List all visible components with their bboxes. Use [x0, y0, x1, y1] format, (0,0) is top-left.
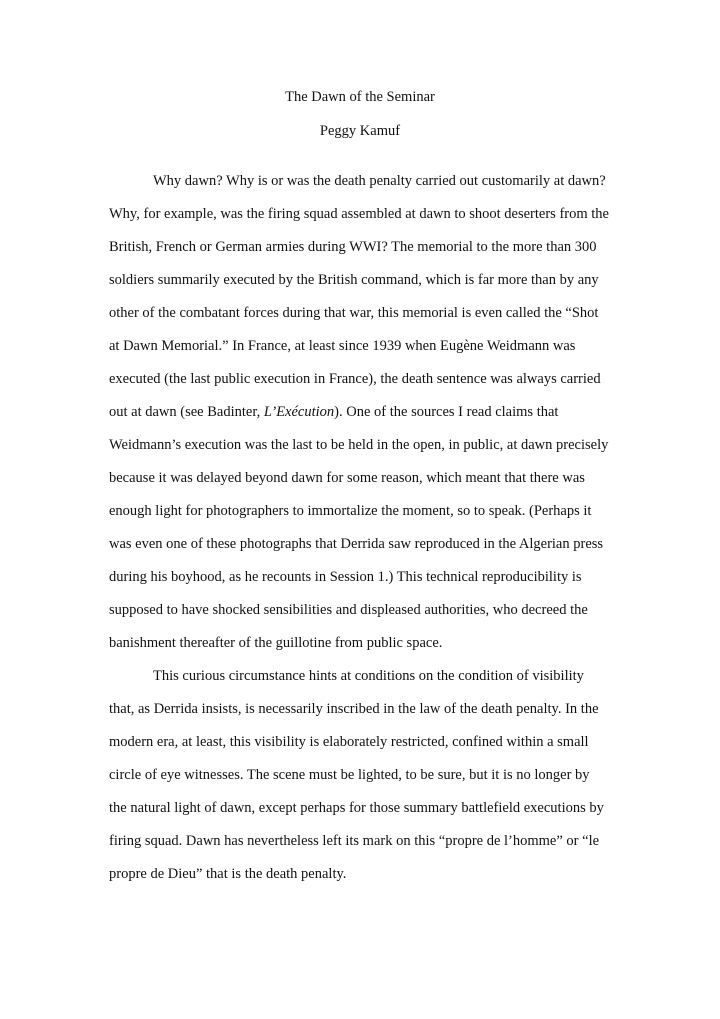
text-line: because it was delayed beyond dawn for some reason, which meant that there was [109, 470, 585, 486]
text-line: firing squad. Dawn has nevertheless left its mark on this “propre de l’homme” or “le [109, 833, 600, 849]
text-line: British, French or German armies during WWI? The memorial to the more than 300 [109, 239, 597, 255]
text-segment: out at dawn (see Badinter, [109, 404, 264, 420]
text-line: soldiers summarily executed by the British command, which is far more than by any [109, 272, 599, 288]
text-line: This curious circumstance hints at conditions on the condition of visibility [153, 668, 584, 684]
document-author: Peggy Kamuf [319, 123, 401, 139]
text-line: modern era, at least, this visibility is elaborately restricted, confined within a small [109, 734, 589, 750]
text-line: circle of eye witnesses. The scene must be lighted, to be sure, but it is no longer by [109, 767, 590, 783]
citation-title: L’Exécution [263, 404, 335, 420]
text-line: banishment thereafter of the guillotine from public space. [109, 635, 443, 651]
text-line: enough light for photographers to immortalize the moment, so to speak. (Perhaps it [109, 503, 592, 519]
text-line: during his boyhood, as he recounts in Session 1.) This technical reproducibility is [109, 569, 582, 585]
text-line: other of the combatant forces during that war, this memorial is even called the “Shot [109, 305, 599, 321]
text-segment: ). One of the sources I read claims that [334, 404, 559, 420]
text-line [109, 403, 558, 421]
text-line: the natural light of dawn, except perhaps for those summary battlefield executions by [109, 800, 604, 816]
text-line: at Dawn Memorial.” In France, at least since 1939 when Eugène Weidmann was [109, 338, 576, 354]
document-title: The Dawn of the Seminar [285, 89, 435, 105]
text-line: Weidmann’s execution was the last to be held in the open, in public, at dawn precisely [109, 437, 609, 453]
text-line: Why dawn? Why is or was the death penalty carried out customarily at dawn? [153, 173, 606, 189]
text-line: executed (the last public execution in France), the death sentence was always carried [109, 371, 601, 387]
text-line: that, as Derrida insists, is necessarily inscribed in the law of the death penalty. In the [109, 701, 599, 717]
text-line: was even one of these photographs that Derrida saw reproduced in the Algerian press [109, 536, 604, 552]
text-line: Why, for example, was the firing squad assembled at dawn to shoot deserters from the [109, 206, 609, 222]
text-line: supposed to have shocked sensibilities and displeased authorities, who decreed the [109, 602, 588, 618]
text-line: propre de Dieu” that is the death penalty. [109, 866, 347, 882]
